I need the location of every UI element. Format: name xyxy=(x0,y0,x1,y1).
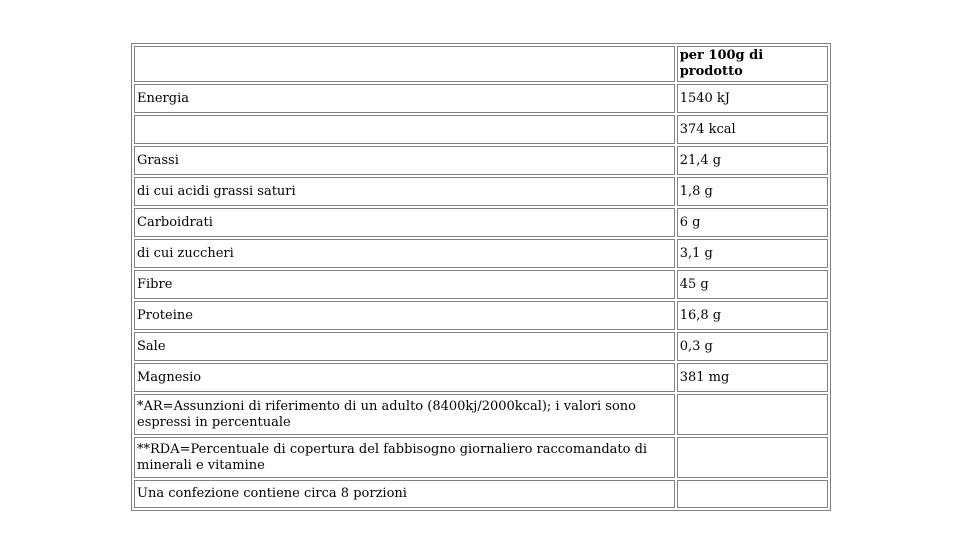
table-row xyxy=(134,270,828,299)
nutrient-label: Proteine xyxy=(134,301,675,330)
table-row xyxy=(134,301,828,330)
note-value xyxy=(677,437,828,478)
table-header-row xyxy=(134,46,828,82)
table-row xyxy=(134,363,828,392)
note-row xyxy=(134,394,828,435)
header-value-cell: per 100g di prodotto xyxy=(677,46,828,82)
table-row xyxy=(134,84,828,113)
nutrient-value: 21,4 g xyxy=(677,146,828,175)
note-row xyxy=(134,480,828,508)
nutrient-value: 374 kcal xyxy=(677,115,828,144)
nutrient-value: 3,1 g xyxy=(677,239,828,268)
note-text: Una confezione contiene circa 8 porzioni xyxy=(134,480,675,508)
nutrient-label: Fibre xyxy=(134,270,675,299)
note-value xyxy=(677,394,828,435)
note-row xyxy=(134,437,828,478)
nutrient-value: 381 mg xyxy=(677,363,828,392)
nutrient-value: 16,8 g xyxy=(677,301,828,330)
nutrient-value: 6 g xyxy=(677,208,828,237)
nutrient-label: di cui zuccheri xyxy=(134,239,675,268)
table-row xyxy=(134,115,828,144)
nutrient-label: Energia xyxy=(134,84,675,113)
nutrition-table-container xyxy=(131,43,831,511)
table-row xyxy=(134,332,828,361)
table-row xyxy=(134,177,828,206)
nutrient-label xyxy=(134,115,675,144)
nutrient-value: 45 g xyxy=(677,270,828,299)
nutrient-label: Magnesio xyxy=(134,363,675,392)
nutrient-value: 1,8 g xyxy=(677,177,828,206)
nutrition-table xyxy=(131,43,831,511)
note-value xyxy=(677,480,828,508)
nutrient-value: 0,3 g xyxy=(677,332,828,361)
note-text: *AR=Assunzioni di riferimento di un adulto (8400kj/2000kcal); i valori sono espressi in percentuale xyxy=(134,394,675,435)
header-label-cell xyxy=(134,46,675,82)
table-row xyxy=(134,146,828,175)
nutrient-label: Grassi xyxy=(134,146,675,175)
table-row xyxy=(134,239,828,268)
table-row xyxy=(134,208,828,237)
nutrient-label: Carboidrati xyxy=(134,208,675,237)
nutrient-label: di cui acidi grassi saturi xyxy=(134,177,675,206)
nutrient-label: Sale xyxy=(134,332,675,361)
note-text: **RDA=Percentuale di copertura del fabbisogno giornaliero raccomandato di minerali e vitamine xyxy=(134,437,675,478)
nutrient-value: 1540 kJ xyxy=(677,84,828,113)
